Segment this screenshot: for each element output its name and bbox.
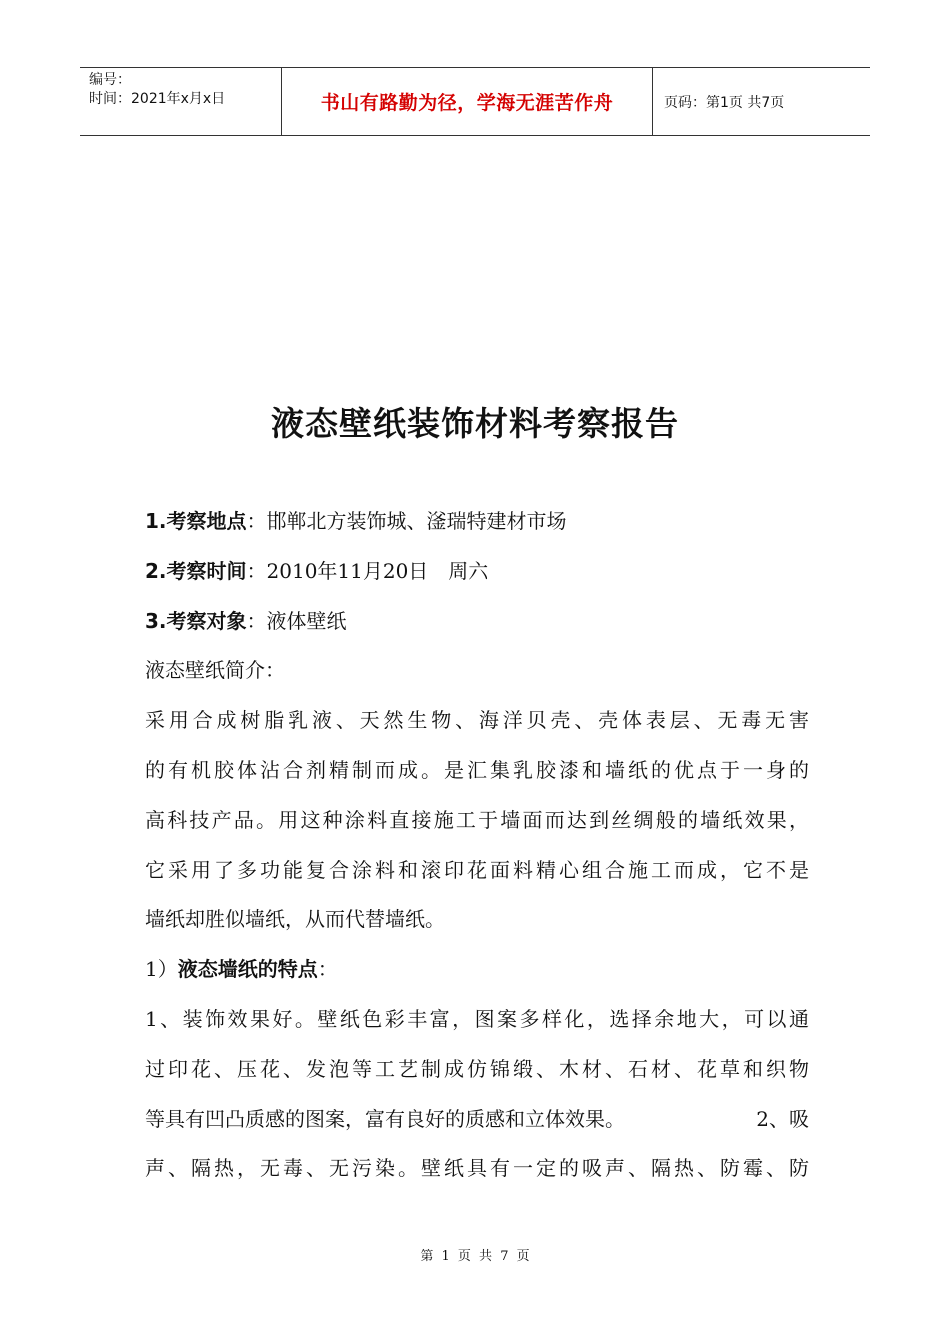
paragraph-fragment: 是汇集乳胶漆和墙纸的优点于一身的 bbox=[444, 757, 809, 782]
document-number-label: 编号： bbox=[89, 72, 131, 88]
paragraph-line: 它采用了多功能复合涂料和滚印花面料精心组合施工而成，它不是 bbox=[145, 857, 809, 882]
info-item-object: 3.考察对象：液体壁纸 bbox=[145, 608, 347, 633]
paragraph-line: 采用合成树脂乳液、天然生物、海洋贝壳、壳体表层、无毒无害 bbox=[145, 708, 809, 733]
section-heading-features: 1）液态墙纸的特点： bbox=[145, 957, 338, 982]
paragraph-line: 墙纸却胜似墙纸，从而代替墙纸。 bbox=[145, 907, 445, 932]
document-body bbox=[145, 497, 809, 1194]
header-motto: 书山有路勤为径，学海无涯苦作舟 bbox=[320, 92, 614, 114]
info-label: 3.考察对象 bbox=[145, 608, 247, 633]
info-item-location: 1.考察地点：邯郸北方装饰城、滏瑞特建材市场 bbox=[145, 509, 567, 533]
document-title: 液态壁纸装饰材料考察报告 bbox=[271, 404, 679, 443]
paragraph-fragment: 等具有凹凸质感的图案，富有良好的质感和立体效果。 bbox=[145, 1106, 625, 1131]
document-header bbox=[80, 67, 870, 136]
paragraph-line bbox=[145, 1095, 809, 1145]
paragraph-line: 声、隔热，无毒、无污染。壁纸具有一定的吸声、隔热、防霉、防 bbox=[145, 1156, 809, 1181]
info-label: 2.考察时间 bbox=[145, 558, 247, 583]
header-motto-cell bbox=[281, 68, 653, 135]
info-value: 液体壁纸 bbox=[266, 608, 347, 633]
page-footer: 第 1 页 共 7 页 bbox=[420, 1249, 530, 1264]
paragraph-line: 1、装饰效果好。壁纸色彩丰富，图案多样化，选择余地大，可以通 bbox=[145, 1006, 809, 1031]
paragraph-sans-fragment: 的有机胶体沾合剂精制而成。 bbox=[145, 757, 444, 782]
info-value: 邯郸北方装饰城、滏瑞特建材市场 bbox=[266, 509, 567, 533]
info-item-time: 2.考察时间：2010年11月20日 周六 bbox=[145, 558, 489, 583]
document-date: 时间：2021年x月x日 bbox=[89, 91, 226, 107]
header-meta bbox=[80, 68, 281, 135]
section-heading-text: 液态墙纸的特点 bbox=[177, 957, 318, 982]
paragraph-line: 过印花、压花、发泡等工艺制成仿锦缎、木材、石材、花草和织物 bbox=[145, 1056, 809, 1081]
header-page-info: 页码：第1页 共7页 bbox=[664, 94, 785, 111]
paragraph-line bbox=[145, 746, 809, 796]
paragraph-fragment: 2、吸 bbox=[756, 1106, 809, 1131]
intro-heading: 液态壁纸简介： bbox=[145, 658, 285, 683]
paragraph-line: 高科技产品。用这种涂料直接施工于墙面而达到丝绸般的墙纸效果， bbox=[145, 807, 809, 832]
info-value: 2010年11月20日 周六 bbox=[266, 558, 489, 583]
info-label: 1.考察地点 bbox=[145, 509, 247, 533]
